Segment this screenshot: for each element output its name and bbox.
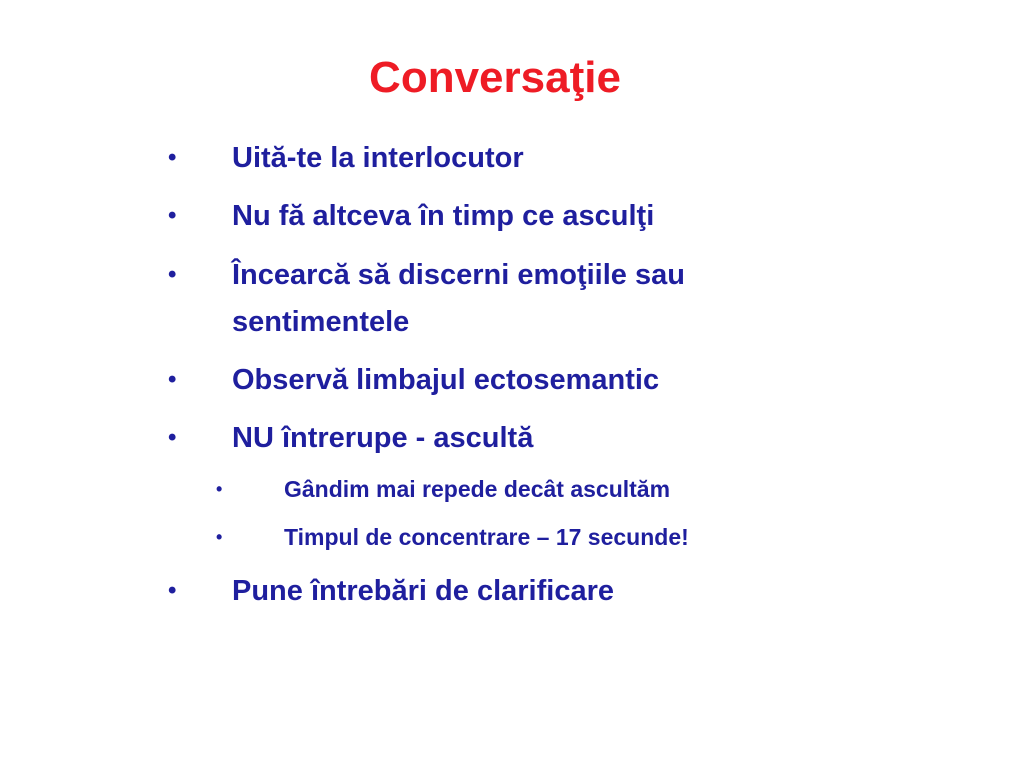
bullet-icon: • [168, 202, 177, 229]
slide-title: Conversaţie [369, 53, 621, 102]
bullet-icon: • [168, 366, 177, 393]
sub-bullet-icon: • [216, 527, 223, 547]
bullet-text: Nu fă altceva în timp ce asculţi [232, 200, 655, 232]
bullet-text: Observă limbajul ectosemantic [232, 364, 660, 396]
bullet-icon: • [168, 424, 177, 451]
bullet-text-line-1: Încearcă să discerni emoţiile sau [232, 259, 685, 291]
bullet-icon: • [168, 261, 177, 288]
sub-bullet-icon: • [216, 479, 223, 499]
bullet-text: Uită-te la interlocutor [232, 142, 524, 174]
bullet-text: NU întrerupe - ascultă [232, 422, 534, 454]
sub-bullet-text: Gândim mai repede decât ascultăm [284, 476, 671, 502]
bullet-icon: • [168, 144, 177, 171]
bullet-text-line-2: sentimentele [232, 306, 410, 338]
bullet-text: Pune întrebări de clarificare [232, 575, 614, 607]
sub-bullet-text: Timpul de concentrare – 17 secunde! [284, 524, 689, 550]
bullet-icon: • [168, 577, 177, 604]
